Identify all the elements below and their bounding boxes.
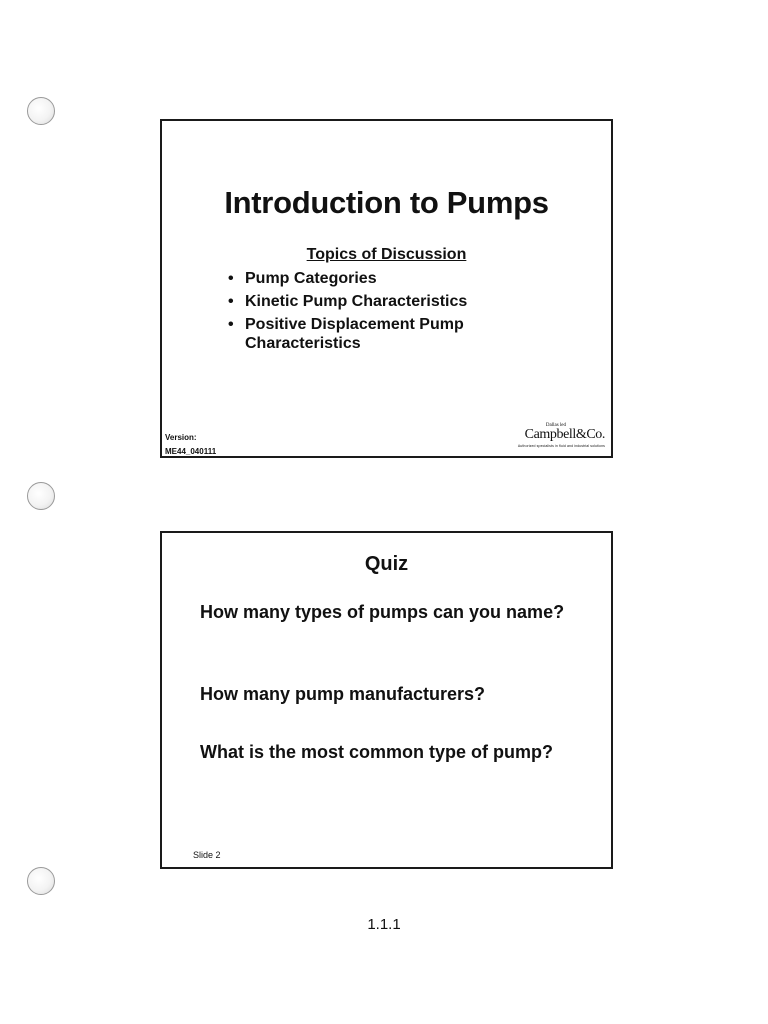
list-item: • Positive Displacement Pump Characteristics bbox=[228, 315, 528, 353]
topics-list bbox=[228, 269, 528, 357]
version-code: ME44_040111 bbox=[165, 447, 217, 456]
version-info bbox=[165, 431, 216, 459]
quiz-question: How many types of pumps can you name? bbox=[200, 602, 565, 622]
page-number: 1.1.1 bbox=[367, 916, 401, 933]
slide-2-title: Quiz bbox=[364, 553, 409, 575]
version-label: Version: bbox=[165, 433, 197, 442]
slide-number: Slide 2 bbox=[193, 850, 221, 860]
list-item: • Pump Categories bbox=[228, 269, 528, 288]
slide-1-title: Introduction to Pumps bbox=[224, 185, 549, 220]
binder-hole-middle bbox=[27, 482, 55, 510]
quiz-question: How many pump manufacturers? bbox=[200, 684, 486, 704]
campbell-logo bbox=[518, 423, 605, 448]
topics-heading: Topics of Discussion bbox=[306, 246, 467, 263]
list-item: • Kinetic Pump Characteristics bbox=[228, 292, 528, 311]
slide-1 bbox=[160, 119, 613, 458]
slide-2 bbox=[160, 531, 613, 869]
quiz-question: What is the most common type of pump? bbox=[200, 742, 554, 762]
logo-name: Campbell&Co. bbox=[524, 427, 605, 442]
binder-hole-bottom bbox=[27, 867, 55, 895]
logo-tagline: Authorized specialists in fluid and industrial solutions bbox=[517, 444, 605, 448]
binder-hole-top bbox=[27, 97, 55, 125]
logo-small-text: Dallas led bbox=[545, 423, 567, 428]
